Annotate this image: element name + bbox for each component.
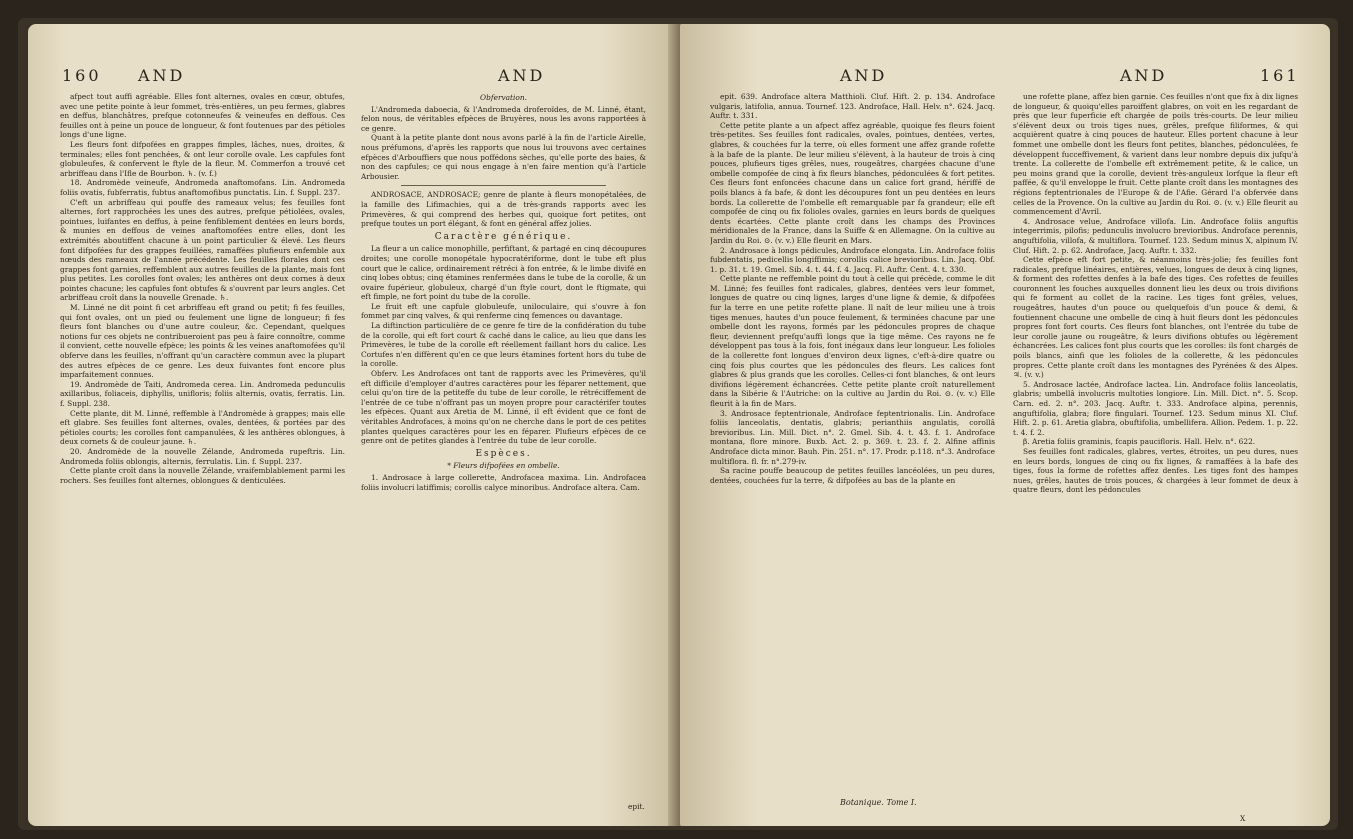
catchword: epit. [628,802,645,811]
paragraph: Cette plante croît dans la nouvelle Zélande, vraifemblablement parmi les rochers. Ses feuilles font alternes, oblongues & denticulées. [60,466,345,485]
paragraph: une rofette plane, affez bien garnie. Ces feuilles n'ont que fix à dix lignes de longueur, & quoiqu'elles paroiffent glabres, on voit en les regardant de près que leur fuperficie eft chargée de poils très-courts. De leur milieu s'élèvent deux ou trois tiges nues, grêles, prefque filiformes, & qui acquièrent quatre à cinq pouces de hauteur. Elles portent chacune à leur fommet une ombelle dont les fleurs font petites, blanches, pédonculées, fe développent fucceffivement, & varient dans leur nombre depuis dix jufqu'à trente. La collerette de l'ombelle eft extrêmement petite, & le calice, un peu moins grand que la corolle, devient très-anguleux lorfque la fleur eft paffée, & qu'il enveloppe le fruit. Cette plante croît dans les montagnes des régions feptentrionales de l'Europe & de l'Afie. Gérard l'a obfervée dans celles de la Provence. On la cultive au Jardin du Roi. ⊙. (v. v.) Elle fleurit au commencement d'Avril. [1013,92,1298,217]
paragraph: Cette plante, dit M. Linné, reffemble à l'Andromède à grappes; mais elle eft glabre. Ses feuilles font alternes, ovales, dentées, & portées par des pétioles courts; les corolles font campanulées, & les anthères oblongues, à deux cornets & de couleur jaune. ♄. [60,408,345,447]
paragraph: C'eft un arbriffeau qui pouffe des rameaux velus; fes feuilles font alternes, fort rapprochées les unes des autres, prefque pétiolées, ovales, pointues, luifantes en deffus, à peine fenfiblement dentées en leurs bords, & munies en deffous de veines anaftomofées entre elles, dont les extrémités aboutiffent chacune à un point particulier & élevé. Les fleurs font difpofées fur des grappes feuillées, ramaffées plufieurs enfemble aux nœuds des rameaux de l'année précédente. Les feuilles florales dont ces grappes font garnies, reffemblent aux autres feuilles de la plante, mais font plus petites. Les corolles font ovales; les anthères ont deux cornes à deux pointes chacune; les capfules font obtufes & s'ouvrent par leurs angles. Cet arbriffeau croît dans la nouvelle Grenade. ♄. [60,197,345,303]
paragraph: 5. Androsace lactée, Androface lactea. Lin. Androface foliis lanceolatis, glabris; umbellâ involucris multoties longiore. Lin. Mill. Dict. n°. 5. Scop. Carn. ed. 2. n°. 203. Jacq. Auftr. t. 333. Androface alpina, perennis, anguftifolia, glabra; flore fingulari. Tournef. 123. Sedum minus XI. Cluf. Hift. 2. p. 61. Aretia glabra, obuftifolia, umbellifera. Allion. Pedem. 1. p. 22. t. 4. f. 2. [1013,379,1298,437]
paragraph: Sa racine pouffe beaucoup de petites feuilles lancéolées, un peu dures, dentées, couchées fur la terre, & difpofées au bas de la plante en [710,466,995,485]
left-page [28,24,678,826]
left-column-1 [60,92,345,814]
catchword: X [1240,814,1246,823]
genus-entry: ANDROSACE, ANDROSACE; genre de plante à fleurs monopétalées, de la famille des Lifimachies, qui a de très-grands rapports avec les Primevères, & qui comprend des herbes qui, quoique fort petites, ont prefque toutes un port élégant, & font en général affez jolies. [361,190,646,229]
paragraph: Cette efpèce eft fort petite, & néanmoins très-jolie; fes feuilles font radicales, prefque linéaires, entières, velues, longues de deux à cinq lignes, & forment des rofettes denfes à la bafe des tiges. Ces rofettes de feuilles couronnent les fouches auxquelles donnent lieu les deux ou trois divifions qui fe forment au collet de la racine. Les tiges font grêles, velues, rougeâtres, hautes d'un pouce ou quelquefois d'un pouce & demi, & foutiennent chacune une ombelle de cinq à huit fleurs dont les pédoncules propres font fort courts. Ces fleurs font blanches, ont l'entrée du tube de leur corolle jaune ou rougeâtre, & leurs divifions obtufes ou légèrement échancrées. Les calices font plus courts que les corolles: ils font chargés de poils blancs, ainfi que les folioles de la collerette, & les pédoncules propres. Cette plante croît dans les montagnes des Pyrénées & des Alpes. ♃. (v. v.) [1013,255,1298,380]
page-number: 161 [1260,66,1300,85]
running-head-left: AND [138,66,186,85]
paragraph: β. Aretia foliis graminis, fcapis paucifloris. Hall. Helv. n°. 622. [1023,437,1256,447]
paragraph: 19. Andromède de Taiti, Andromeda cerea. Lin. Andromeda pedunculis axillaribus, foliaceis, diphyllis, unifloris; foliis alternis, ovatis, ferratis. Lin. f. Suppl. 238. [60,379,345,408]
paragraph: afpect tout auffi agréable. Elles font alternes, ovales en cœur, obtufes, avec une petite pointe à leur fommet, très-entières, un peu fermes, glabres en deffus, blanchâtres, prefque cotonneufes & veineufes en deffous. Ces feuilles ont à peine un pouce de longueur, & font foutenues par des pétioles longs d'une ligne. [60,92,345,140]
running-head-left: AND [840,66,888,85]
paragraph: 4. Androsace velue, Androface villofa. Lin. Androface foliis anguftis integerrimis, pilofis; pedunculis involucro brevioribus. Androface perennis, anguftifolia, villofa, & multiflora. Tournef. 123. Sedum minus X, alpinum IV. Cluf. Hift. 2. p. 62. Androface, Jacq. Auftr. t. 332. [1013,216,1298,255]
right-column-1 [710,92,995,792]
paragraph: 18. Andromède veineufe, Andromeda anaftomofans. Lin. Andromeda foliis ovatis, fubferratis, fubtus anaftomofibus punctatis. Lin. f. Suppl. 237. [60,178,345,197]
paragraph: La fleur a un calice monophille, perfiftant, & partagé en cinq découpures droites; une corolle monopétale hypocratériforme, dont le tube eft plus court que le calice, ordinairement rétréci à fon entrée, & le limbe divifé en cinq lobes obtus; cinq étamines renfermées dans le tube de la corolle, & un ovaire fupérieur, globuleux, chargé d'un ftyle court, dont le ftigmate, qui eft fimple, ne fort point du tube de la corolle. [361,244,646,302]
divider [401,185,606,186]
section-heading: Espèces. [475,448,532,459]
paragraph: 2. Androsace à longs pédicules, Androface elongata. Lin. Androface foliis fubdentatis, pedicellis longiffimis; corollis calice brevioribus. Lin. Jacq. Obf. 1. p. 31. t. 19. Gmel. Sib. 4. t. 44. f. 4. Jacq. Fl. Auftr. Cent. 4. t. 330. [710,245,995,274]
right-column-2 [1013,92,1298,814]
page-number: 160 [62,66,102,85]
signature-mark: Botanique. Tome I. [840,798,917,807]
left-column-2 [361,92,646,814]
paragraph: 3. Androsace feptentrionale, Androface feptentrionalis. Lin. Androface foliis lanceolatis, dentatis, glabris; perianthiis angulatis, corollâ brevioribus. Lin. Mill. Dict. n°. 2. Gmel. Sib. 4. t. 43. f. 1. Androface montana, flore minore. Buxb. Act. 2. p. 369. t. 23. f. 2. Alfine affinis Androface dicta minor. Bauh. Pin. 251. n°. 17. Prodr. p.118. n°.3. Androface multiflora. fl. fr. n°.279-iv. [710,408,995,466]
paragraph: Ses feuilles font radicales, glabres, vertes, étroites, un peu dures, nues en leurs bords, longues de cinq ou fix lignes, & ramaffées à la bafe des tiges, fous la forme de rofettes affez denfes. Les tiges font des hampes nues, grêles, hautes de trois pouces, & chargées à leur fommet de deux à quatre fleurs, dont les pédoncules [1013,446,1298,495]
paragraph: Le fruit eft une capfule globuleufe, uniloculaire, qui s'ouvre à fon fommet par cinq valves, & qui renferme cinq femences ou davantage. [361,301,646,321]
paragraph: Quant à la petite plante dont nous avons parlé à la fin de l'article Airelle, nous préfumons, d'après les rapports que nous lui trouvons avec certaines efpèces d'Arbouffiers que nous poffédons sèches, qu'elle porte des baies, & non des capfules; ce qui nous engage à n'en faire mention qu'à l'article Arbousier. [361,133,646,181]
paragraph: M. Linné ne dit point fi cet arbriffeau eft grand ou petit; fi fes feuilles, qui font ovales, ont un pied ou feulement une ligne de longueur; fi fes fleurs font blanches ou d'une autre couleur, &c. Cependant, quelques notions fur ces objets ne contribueroient pas peu à faire connoître, comme il convient, cette nouvelle efpèce; les points & les veines anaftomofées qu'il obferve dans les feuilles, n'offrant qu'un caractère commun avec la plupart des autres efpèces de ce genre. Les deux fuivantes font encore plus imparfaitement connues. [60,303,345,380]
right-page [680,24,1330,826]
observation-heading: Obfervation. [480,93,527,102]
subsection-heading: * Fleurs difpofées en ombelle. [447,461,560,471]
paragraph: epit. 639. Androface altera Matthioli. Cluf. Hift. 2. p. 134. Androface vulgaris, latifolia, annua. Tournef. 123. Androface, Hall. Helv. n°. 624. Jacq. Auftr. t. 331. [710,92,995,121]
section-heading: Caractère générique. [434,231,573,242]
running-head-right: AND [498,66,546,85]
paragraph: 1. Androsace à large collerette, Androfacea maxima. Lin. Androfacea foliis involucri latiffimis; corollis calyce minoribus. Androface altera. Cam. [361,472,646,492]
paragraph: Cette petite plante a un afpect affez agréable, quoique fes fleurs foient très-petites. Ses feuilles font radicales, ovales, pointues, dentées, vertes, glabres, & couchées fur la terre, où elles forment une affez grande rofette à la bafe de la plante. De leur milieu s'élèvent, à la hauteur de trois à cinq pouces, plufieurs tiges grêles, nues, rougeâtres, chargées chacune d'une ombelle compofée de cinq à fix fleurs blanches, pédonculées & fort petites. Ces fleurs font enfoncées chacune dans un calice fort grand, hériffé de poils blancs à fa bafe, & dont les découpures font un peu dentées en leurs bords. La collerette de l'ombelle eft remarquable par fa grandeur; elle eft compofée de cinq ou fix folioles ovales, garnies en leurs bords de quelques dents écartées. Cette plante croît dans les champs des Provinces méridionales de la France, dans la Suiffe & en Allemagne. On la cultive au Jardin du Roi. ⊙. (v. v.) Elle fleurit en Mars. [710,120,995,245]
paragraph: Cette plante ne reffemble point du tout à celle qui précède, comme le dit M. Linné; fes feuilles font radicales, glabres, dentées vers leur fommet, longues de quatre ou cinq lignes, larges d'une ligne & demie, & difpofées fur la terre en une petite rofette plane. Il naît de leur milieu une à trois tiges menues, hautes d'un pouce feulement, & terminées chacune par une ombelle dont les rayons, formés par les pédoncules propres de chaque fleur, deviennent prefqu'auffi longs que la tige même. Ces rayons ne fe développent pas tous à la fois, font inégaux dans leur longueur. Les folioles de la collerette font longues d'environ deux lignes, c'eft-à-dire quatre ou cinq fois plus courtes que les pédoncules des fleurs. Les calices font glabres & plus grands que les corolles. Celles-ci font blanches, & ont leurs divifions légèrement échancrées. Cette petite plante croît naturellement dans la Sibérie & l'Autriche: on la cultive au Jardin du Roi. ⊙. (v. v.) Elle fleurit à la fin de Mars. [710,274,995,408]
paragraph: L'Andromeda daboecia, & l'Andromeda droferoïdes, de M. Linné, étant, felon nous, de véritables efpèces de Bruyères, nous les avons rapportées à ce genre. [361,104,646,133]
paragraph: La diftinction particulière de ce genre fe tire de la confidération du tube de la corolle, qui eft fort court & caché dans le calice, au lieu que dans les Primevères, le tube de la corolle eft réellement faillant hors du calice. Les Cortufes n'en diffèrent qu'en ce que leurs étamines fortent hors du tube de la corolle. [361,321,646,369]
paragraph: Obferv. Les Androfaces ont tant de rapports avec les Primevères, qu'il eft difficile d'employer d'autres caractères pour les féparer nettement, que celui qu'on tire de la petiteffe du tube de leur corolle, le rétréciffement de l'entrée de ce tube n'offrant pas un moyen propre pour caractérifer toutes les efpèces. Quant aux Aretia de M. Linné, il eft évident que ce font de véritables Androfaces, à moins qu'on ne cherche dans le port de ces petites plantes quelques caractères pour les en féparer. Plufieurs efpèces de ce genre ont de petites glandes à l'entrée du tube de leur corolle. [361,369,646,446]
running-head-right: AND [1120,66,1168,85]
paragraph: Les fleurs font difpofées en grappes fimples, lâches, nues, droites, & terminales; elles font penchées, & ont leur corolle ovale. Les capfules font globuleufes, & confervent le ftyle de la fleur. M. Commerfon a trouvé cet arbriffeau dans l'Ifle de Bourbon. ♄. (v. f.) [60,139,345,178]
open-book [18,18,1338,830]
paragraph: 20. Andromède de la nouvelle Zélande, Andromeda rupeftris. Lin. Andromeda foliis oblongis, alternis, ferrulatis. Lin. f. Suppl. 237. [60,446,345,466]
